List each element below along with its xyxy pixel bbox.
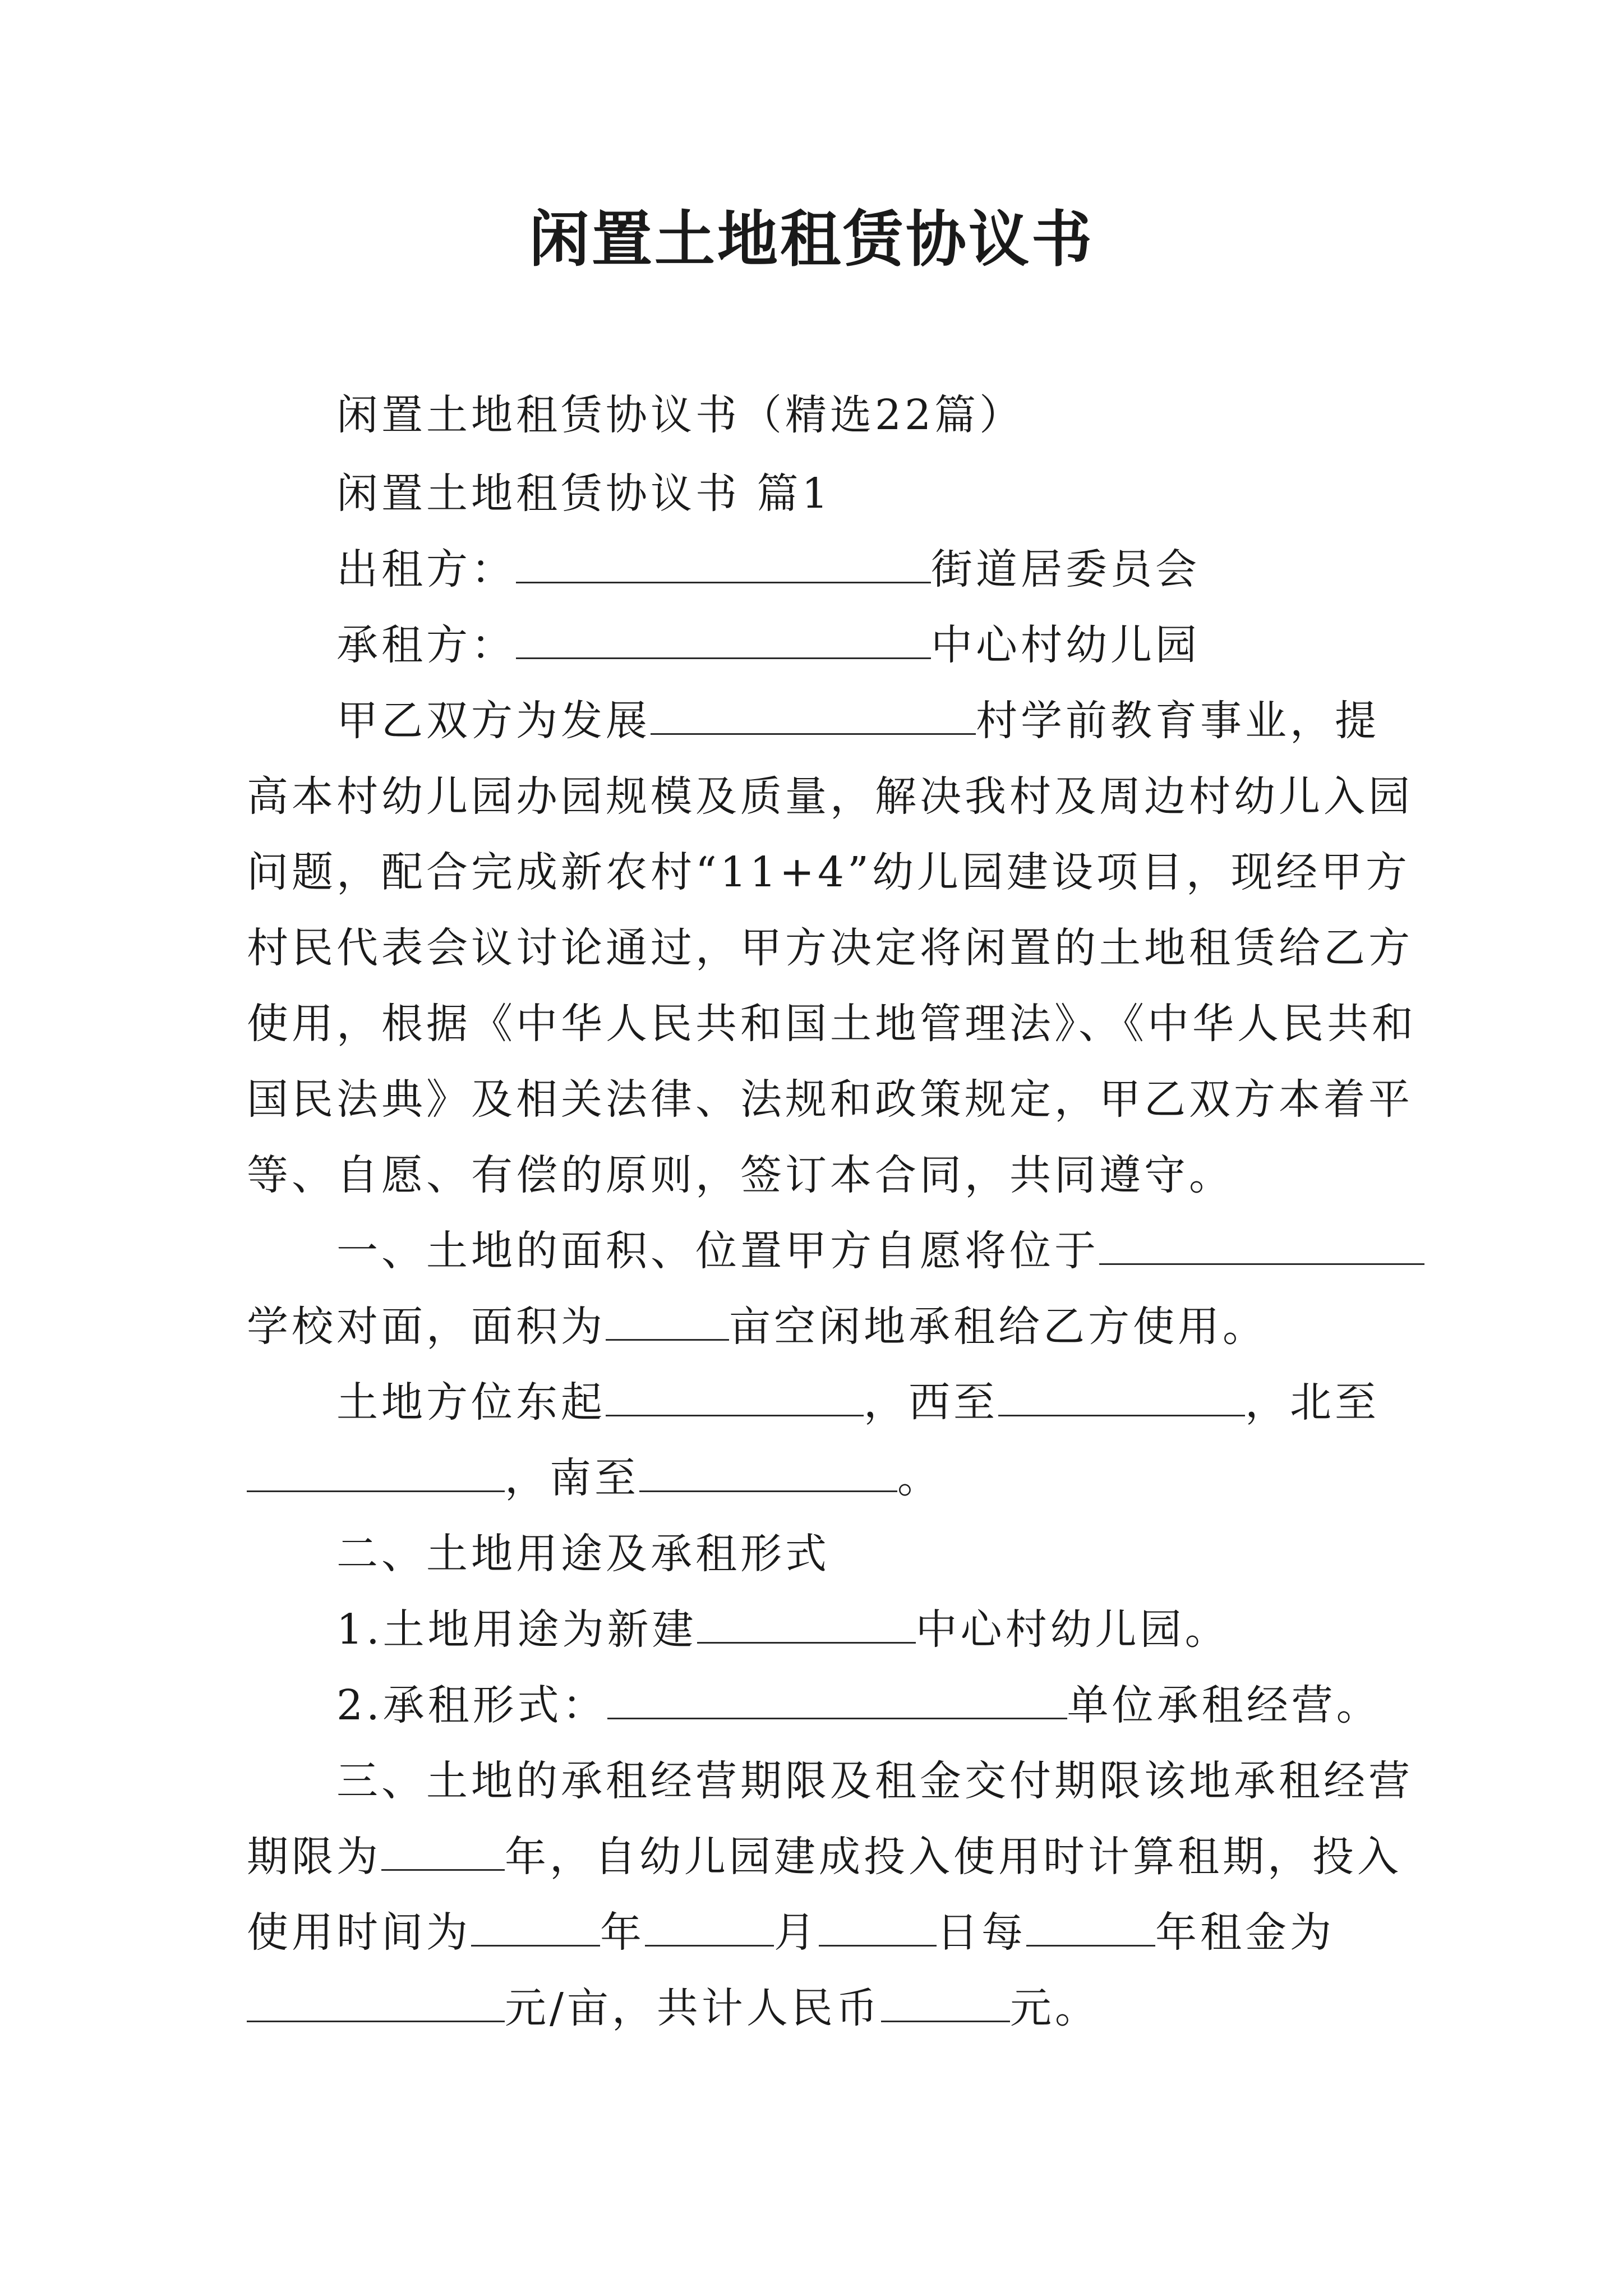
section-heading-line	[336, 466, 1391, 522]
west-blank[interactable]	[998, 1375, 1245, 1416]
paragraph-line	[247, 769, 1413, 825]
land-use-text: 中心村幼儿园。	[915, 1605, 1230, 1654]
rent-line	[247, 1980, 1391, 2036]
lessee-label: 承租方：	[336, 621, 516, 669]
rent-per-mu-blank[interactable]	[247, 1981, 505, 2022]
paragraph-line	[247, 1071, 1413, 1128]
lease-form-text: 单位承租经营。	[1067, 1681, 1381, 1729]
clause-one-line	[336, 1223, 1391, 1279]
date-text: 使用时间为	[247, 1908, 471, 1957]
paragraph-line	[247, 1147, 1391, 1203]
rent-text: 元/亩，共计人民币	[505, 1984, 881, 2032]
paragraph-line	[247, 844, 1410, 900]
lessor-blank[interactable]	[516, 542, 931, 583]
lease-form-blank[interactable]	[607, 1678, 1067, 1719]
boundary-text: ，西至	[864, 1378, 998, 1427]
boundary-text: 土地方位东起	[336, 1378, 606, 1427]
rent-period-blank[interactable]	[1026, 1906, 1155, 1947]
boundary-line	[247, 1450, 1391, 1506]
land-use-text: 1.土地用途为新建	[336, 1605, 697, 1654]
paragraph-text: 村学前教育事业，提	[976, 697, 1380, 745]
land-use-line	[336, 1602, 1391, 1658]
section-heading-text: 闲置土地租赁协议书 篇1	[336, 470, 832, 518]
rent-total-blank[interactable]	[881, 1981, 1010, 2022]
south-blank[interactable]	[639, 1451, 897, 1492]
east-blank[interactable]	[606, 1375, 864, 1416]
paragraph-text: 问题，配合完成新农村“11+4”幼儿园建设项目，现经甲方	[247, 848, 1410, 896]
subtitle-line	[336, 387, 1391, 443]
term-text: 期限为	[247, 1833, 381, 1881]
date-text: 日每	[937, 1908, 1026, 1957]
paragraph-text: 村民代表会议讨论通过，甲方决定将闲置的土地租赁给乙方	[247, 924, 1413, 972]
term-text: 年，自幼儿园建成投入使用时计算租期，投入	[505, 1833, 1402, 1881]
boundary-text: 。	[897, 1454, 942, 1502]
date-text: 年	[600, 1908, 645, 1957]
boundary-text: ，南至	[505, 1454, 639, 1502]
boundary-line	[336, 1374, 1391, 1430]
month-blank[interactable]	[645, 1906, 774, 1947]
date-text: 月	[774, 1908, 819, 1957]
paragraph-line	[247, 996, 1417, 1052]
paragraph-line	[336, 693, 1391, 749]
clause-three-line	[336, 1753, 1413, 1809]
lessee-blank[interactable]	[516, 618, 931, 659]
date-line	[247, 1904, 1391, 1961]
clause-one-text: 一、土地的面积、位置甲方自愿将位于	[336, 1227, 1099, 1275]
area-text: 学校对面，面积为	[247, 1303, 606, 1351]
day-blank[interactable]	[819, 1906, 937, 1947]
lease-form-line	[336, 1677, 1391, 1733]
paragraph-line	[247, 920, 1413, 976]
area-text: 亩空闲地承租给乙方使用。	[729, 1303, 1267, 1351]
clause-three-text: 三、土地的承租经营期限及租金交付期限该地承租经营	[336, 1757, 1413, 1805]
boundary-text: ，北至	[1245, 1378, 1380, 1427]
term-years-blank[interactable]	[381, 1830, 505, 1871]
paragraph-text: 甲乙双方为发展	[336, 697, 651, 745]
document-title: 闲置土地租赁协议书	[528, 204, 1094, 275]
clause-two-heading	[336, 1526, 1391, 1582]
lease-form-text: 2.承租形式：	[336, 1681, 607, 1729]
subtitle-text: 闲置土地租赁协议书（精选22篇）	[336, 391, 1025, 439]
lessor-label: 出租方：	[336, 545, 516, 593]
land-use-blank[interactable]	[697, 1603, 916, 1644]
paragraph-text: 等、自愿、有偿的原则，签订本合同，共同遵守。	[247, 1151, 1234, 1199]
location-blank[interactable]	[1099, 1224, 1424, 1265]
year-blank[interactable]	[471, 1906, 600, 1947]
paragraph-text: 高本村幼儿园办园规模及质量，解决我村及周边村幼儿入园	[247, 772, 1413, 821]
develop-blank[interactable]	[651, 694, 976, 735]
paragraph-text: 国民法典》及相关法律、法规和政策规定，甲乙双方本着平	[247, 1075, 1413, 1124]
lessor-value: 街道居委员会	[931, 545, 1200, 593]
lessee-line	[336, 617, 1391, 673]
lessee-value: 中心村幼儿园	[931, 621, 1200, 669]
term-line	[247, 1829, 1402, 1885]
date-text: 年租金为	[1155, 1908, 1335, 1957]
area-blank[interactable]	[606, 1300, 729, 1341]
lessor-line	[336, 541, 1391, 597]
north-blank[interactable]	[247, 1451, 505, 1492]
clause-two-text: 二、土地用途及承租形式	[336, 1530, 830, 1578]
paragraph-text: 使用，根据《中华人民共和国土地管理法》、《中华人民共和	[247, 1000, 1417, 1048]
area-line	[247, 1299, 1391, 1355]
rent-text: 元。	[1009, 1984, 1100, 2032]
